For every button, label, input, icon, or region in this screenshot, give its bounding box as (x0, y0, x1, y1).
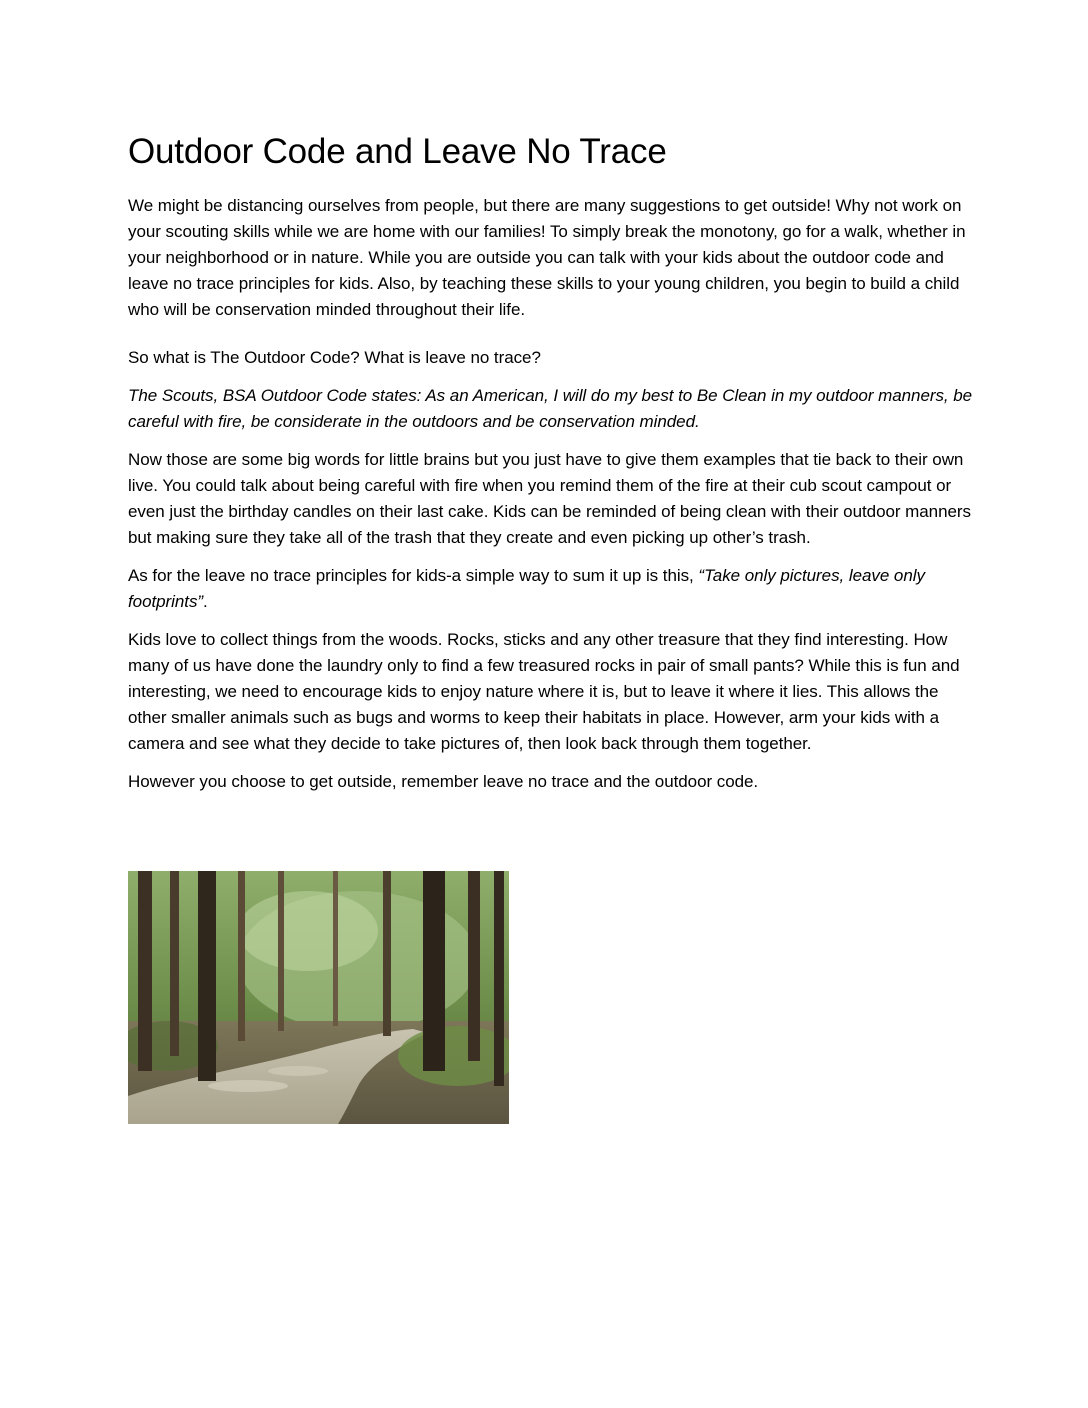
forest-path-photo (128, 871, 509, 1124)
intro-paragraph: We might be distancing ourselves from people, but there are many suggestions to get outside! Why not work on your scouting skills while we are home with our families! To simply break the monotony, go for a walk, whether in your neighborhood or in nature. While you are outside you can talk with your kids about the outdoor code and leave no trace principles for kids. Also, by teaching these skills to your young children, you begin to build a child who will be conservation minded throughout their life. (128, 196, 966, 319)
leave-no-trace-paragraph (128, 563, 978, 615)
question-paragraph: So what is The Outdoor Code? What is leave no trace? (128, 348, 541, 367)
document-body (128, 128, 978, 807)
leave-no-trace-intro: As for the leave no trace principles for kids-a simple way to sum it up is this, (128, 566, 699, 585)
outdoor-code-quote: The Scouts, BSA Outdoor Code states: As an American, I will do my best to Be Clean in my outdoor manners, be careful with fire, be considerate in the outdoors and be conservation minded. (128, 386, 973, 431)
leave-no-trace-motto: “Take only pictures, leave only footprints” (128, 566, 925, 611)
examples-paragraph: Now those are some big words for little brains but you just have to give them examples that tie back to their own live. You could talk about being careful with fire when you remind them of the fire at their cub scout campout or even just the birthday candles on their last cake. Kids can be reminded of being clean with their outdoor manners but making sure they take all of the trash that they create and even picking up other’s trash. (128, 450, 971, 547)
leave-no-trace-period: . (203, 592, 208, 611)
page-title: Outdoor Code and Leave No Trace (128, 132, 667, 171)
collecting-paragraph: Kids love to collect things from the woods. Rocks, sticks and any other treasure that they find interesting. How many of us have done the laundry only to find a few treasured rocks in pair of small pants? While this is fun and interesting, we need to encourage kids to enjoy nature where it is, but to leave it where it lies. This allows the other smaller animals such as bugs and worms to keep their habitats in place. However, arm your kids with a camera and see what they decide to take pictures of, then look back through them together. (128, 630, 960, 753)
closing-paragraph: However you choose to get outside, remember leave no trace and the outdoor code. (128, 772, 759, 791)
